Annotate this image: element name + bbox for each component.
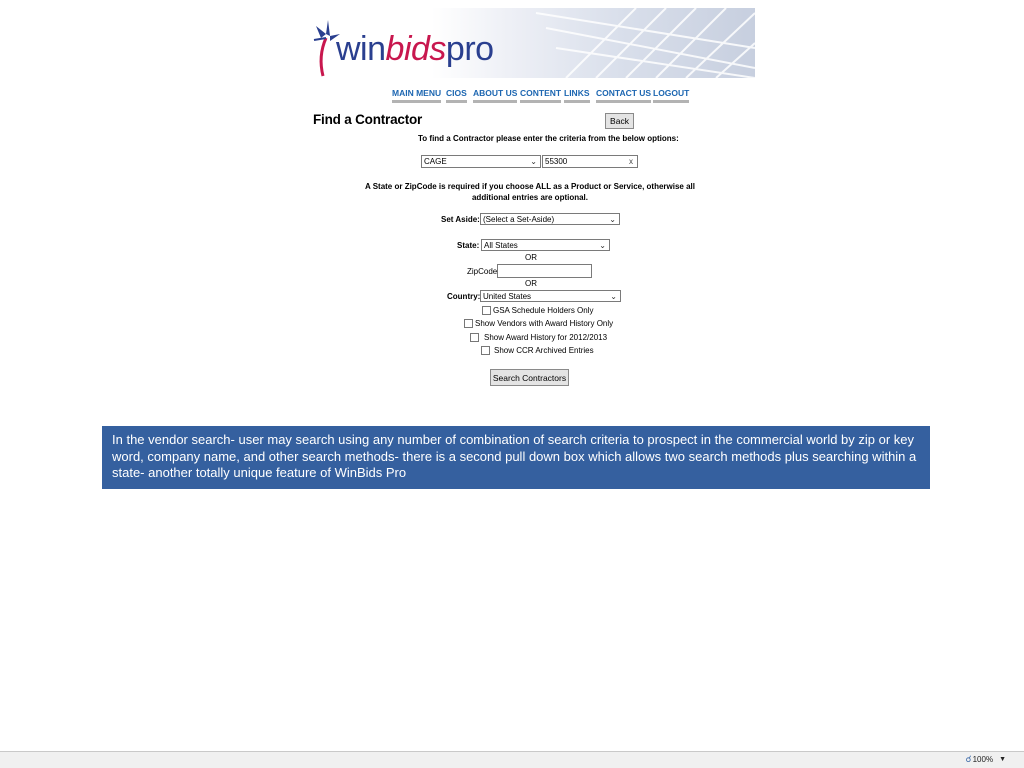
state-label: State: xyxy=(457,241,480,250)
info-caption: In the vendor search- user may search using any number of combination of search criteria to prospect in the commercial world by zip or key word, company name, and other search methods- there is a second pull down box which allows two search methods plus searching within a state- another totally unique feature of WinBids Pro xyxy=(102,426,930,489)
set-aside-select[interactable] xyxy=(480,213,620,225)
criteria-value-input[interactable] xyxy=(542,155,638,168)
zoom-control[interactable] xyxy=(966,754,1006,765)
nav-contact-us[interactable]: CONTACT US xyxy=(596,88,651,103)
ccr-archived-checkbox[interactable] xyxy=(481,346,490,355)
criteria-value-text: 55300 xyxy=(545,157,568,166)
chevron-down-icon: ⌄ xyxy=(610,292,617,301)
nav-content[interactable]: CONTENT xyxy=(520,88,561,103)
zoom-level: 100% xyxy=(972,755,994,764)
state-value: All States xyxy=(484,241,518,250)
search-contractors-button[interactable]: Search Contractors xyxy=(490,369,569,386)
award-history-year-checkbox[interactable] xyxy=(470,333,479,342)
set-aside-value: (Select a Set-Aside) xyxy=(483,215,555,224)
gsa-schedule-label: GSA Schedule Holders Only xyxy=(493,306,594,315)
nav-main-menu[interactable]: MAIN MENU xyxy=(392,88,441,103)
set-aside-label: Set Aside: xyxy=(441,215,480,224)
zoom-icon: ☌ xyxy=(965,754,972,764)
nav-cios[interactable]: CIOS xyxy=(446,88,467,103)
nav-logout[interactable]: LOGOUT xyxy=(653,88,689,103)
country-select[interactable] xyxy=(480,290,621,302)
state-select[interactable] xyxy=(481,239,610,251)
chevron-down-icon: ⌄ xyxy=(530,157,537,166)
award-history-year-label: Show Award History for 2012/2013 xyxy=(484,333,608,342)
or-separator: OR xyxy=(525,279,537,288)
or-separator: OR xyxy=(525,253,537,262)
award-history-vendors-option[interactable] xyxy=(464,319,613,328)
logo-bids: bids xyxy=(385,30,446,68)
logo-wordmark[interactable] xyxy=(336,32,494,66)
country-label: Country: xyxy=(447,292,481,301)
nav-about-us[interactable]: ABOUT US xyxy=(473,88,517,103)
ccr-archived-option[interactable] xyxy=(481,346,594,355)
chevron-down-icon: ⌄ xyxy=(609,215,616,224)
criteria-type-select[interactable] xyxy=(421,155,541,168)
award-history-year-option[interactable] xyxy=(470,333,607,342)
dropdown-arrow-icon[interactable]: ▼ xyxy=(999,756,1006,763)
gsa-schedule-option[interactable] xyxy=(482,306,594,315)
zipcode-label: ZipCode xyxy=(467,267,498,276)
criteria-type-value: CAGE xyxy=(424,157,447,166)
notice-text: A State or ZipCode is required if you choose ALL as a Product or Service, otherwise all additional entries are optional. xyxy=(364,182,695,202)
instructions-text: To find a Contractor please enter the criteria from the below options: xyxy=(418,134,679,143)
chevron-down-icon: ⌄ xyxy=(599,241,606,250)
award-history-vendors-checkbox[interactable] xyxy=(464,319,473,328)
country-value: United States xyxy=(483,292,532,301)
logo-win: win xyxy=(336,30,386,68)
back-button[interactable]: Back xyxy=(605,113,634,129)
nav-links[interactable]: LINKS xyxy=(564,88,590,103)
award-history-vendors-label: Show Vendors with Award History Only xyxy=(475,319,614,328)
page-title: Find a Contractor xyxy=(313,112,423,127)
logo-pro: pro xyxy=(445,30,494,68)
status-bar xyxy=(0,751,1024,768)
ccr-archived-label: Show CCR Archived Entries xyxy=(494,346,594,355)
zipcode-input[interactable] xyxy=(497,264,592,278)
clear-icon[interactable]: x xyxy=(629,157,633,166)
gsa-schedule-checkbox[interactable] xyxy=(482,306,491,315)
